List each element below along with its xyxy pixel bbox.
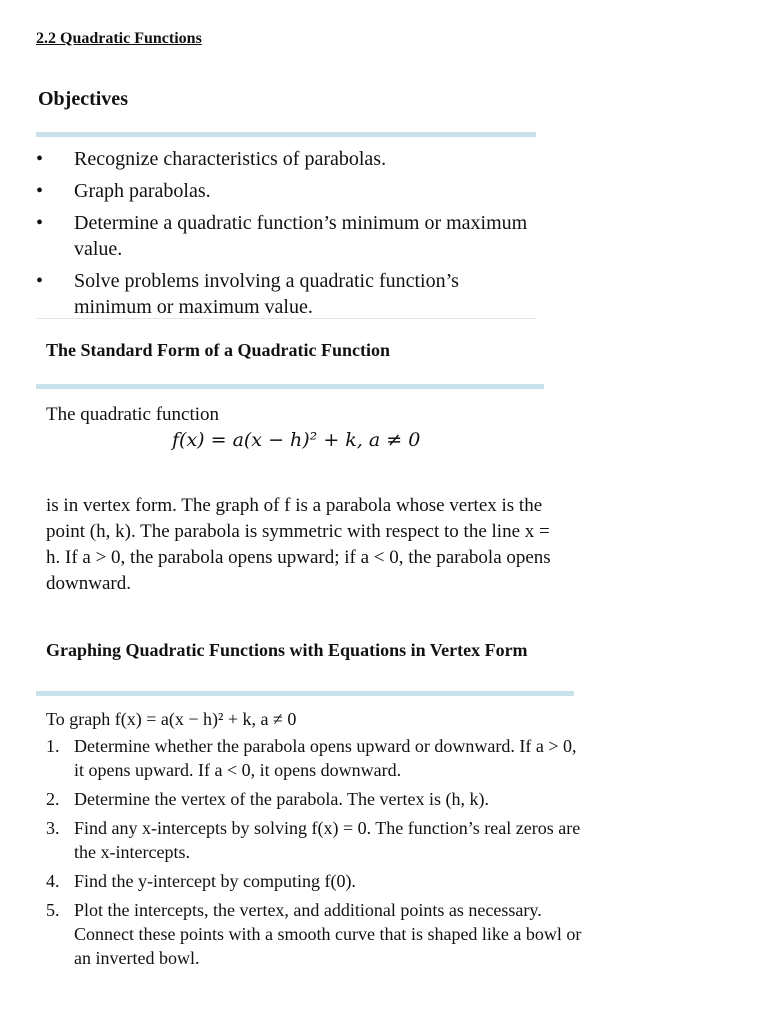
step-text: Find the y-intercept by computing f(0).: [74, 871, 356, 891]
list-item: [46, 898, 586, 970]
list-item: [36, 146, 536, 172]
list-item: [46, 816, 586, 864]
standard-form-intro: The quadratic function: [46, 404, 220, 425]
graphing-intro: To graph f(x) = a(x − h)² + k, a ≠ 0: [46, 709, 297, 729]
step-number: 3.: [46, 818, 60, 838]
list-item: [36, 268, 536, 320]
step-number: 4.: [46, 871, 60, 891]
step-number: 1.: [46, 736, 60, 756]
objective-text: Solve problems involving a quadratic function’s minimum or maximum value.: [74, 270, 459, 318]
objective-text: Recognize characteristics of parabolas.: [74, 148, 387, 170]
standard-form-heading: The Standard Form of a Quadratic Function: [46, 340, 391, 360]
bullet-icon: •: [36, 270, 44, 292]
list-item: [36, 210, 536, 262]
list-item: [36, 178, 536, 204]
step-text: Determine whether the parabola opens upward or downward. If a > 0, it opens upward. If a < 0, it opens downward.: [74, 736, 577, 780]
list-item: [46, 787, 586, 811]
standard-form-divider: [36, 384, 544, 389]
objective-text: Graph parabolas.: [74, 180, 211, 202]
list-item: [46, 869, 586, 893]
step-number: 5.: [46, 900, 60, 920]
objectives-divider: [36, 132, 536, 137]
bullet-icon: •: [36, 148, 44, 170]
objectives-heading: Objectives: [38, 88, 128, 110]
graphing-steps: [46, 734, 586, 975]
bullet-icon: •: [36, 180, 44, 202]
step-text: Find any x-intercepts by solving f(x) = 0. The function’s real zeros are the x-intercepts.: [74, 818, 581, 862]
objective-text: Determine a quadratic function’s minimum or maximum value.: [74, 212, 528, 260]
vertex-form-paragraph: is in vertex form. The graph of f is a parabola whose vertex is the point (h, k). The parabola is symmetric with respect to the line x = h. If a > 0, the parabola opens upward; if a < 0, the parabola opens downward.: [46, 495, 551, 594]
objectives-list: [36, 146, 536, 326]
step-text: Plot the intercepts, the vertex, and additional points as necessary. Connect these points with a smooth curve that is shaped like a bowl or an inverted bowl.: [74, 900, 582, 968]
graphing-divider: [36, 691, 574, 696]
list-item: [46, 734, 586, 782]
vertex-form-formula: f(x) = a(x − h)² + k, a ≠ 0: [172, 429, 421, 451]
step-number: 2.: [46, 789, 60, 809]
graphing-heading: Graphing Quadratic Functions with Equations in Vertex Form: [46, 640, 528, 660]
step-text: Determine the vertex of the parabola. The vertex is (h, k).: [74, 789, 490, 809]
objectives-box-bottom: [36, 318, 536, 319]
section-title: 2.2 Quadratic Functions: [36, 30, 202, 47]
bullet-icon: •: [36, 212, 44, 234]
